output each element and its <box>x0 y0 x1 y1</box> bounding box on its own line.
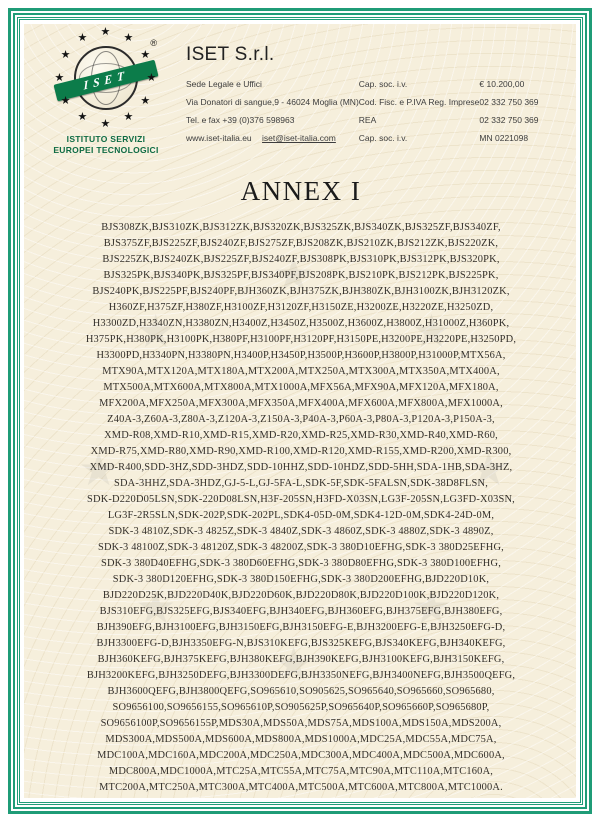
company-info <box>172 30 562 160</box>
website-link[interactable]: www.iset-italia.eu <box>186 133 252 143</box>
star-icon: ★ <box>273 248 315 300</box>
info-label: Cap. soc. i.v. <box>358 133 408 143</box>
code-line: LG3F-2R5SLN,SDK-202P,SDK-202PL,SDK4-05D-0M,SDK4-12D-0M,SDK4-24D-0M, <box>107 510 495 521</box>
code-line: MFX200A,MFX250A,MFX300A,MFX350A,MFX400A,MFX600A,MFX800A,MFX1000A, <box>99 398 503 409</box>
star-icon: ★ <box>77 111 88 124</box>
logo-banner-text: ISET <box>83 67 129 93</box>
office-line: Sede Legale e Uffici <box>186 79 262 89</box>
code-line: SDA-3HHZ,SDA-3HDZ,GJ-5-L,GJ-5FA-L,SDK-5F,SDK-5FALSN,SDK-38D8FLSN, <box>113 478 489 489</box>
code-line: BJS240PK,BJS225PF,BJS240PF,BJH360ZK,BJH375ZK,BJH380ZK,BJH3100ZK,BJH3120ZK, <box>92 286 510 297</box>
star-icon: ★ <box>100 117 111 130</box>
code-line: BJH3200KEFG,BJH3250DEFG,BJH3300DEFG,BJH3350NEFG,BJH3400NEFG,BJH3500QEFG, <box>86 670 516 681</box>
code-line: SDK-3 380D40EFHG,SDK-3 380D60EFHG,SDK-3 380D80EFHG,SDK-3 380D100EFHG, <box>101 558 501 569</box>
code-line: SO9656100P,SO9656155P,MDS30A,MDS50A,MDS75A,MDS100A,MDS150A,MDS200A, <box>100 718 502 729</box>
info-label: Cap. soc. i.v. <box>358 79 408 89</box>
certificate-border-mid <box>13 13 587 809</box>
code-line: XMD-R08,XMD-R10,XMD-R15,XMD-R20,XMD-R25,XMD-R30,XMD-R40,XMD-R60, <box>104 430 498 441</box>
info-value: MN 0221098 <box>479 133 529 143</box>
star-icon: ★ <box>60 48 71 61</box>
star-icon: ★ <box>468 443 510 495</box>
star-icon: ★ <box>77 31 88 44</box>
info-label: REA <box>358 115 377 125</box>
info-value: 02 332 750 369 <box>479 97 539 107</box>
code-line: MDS300A,MDS500A,MDS600A,MDS800A,MDS1000A,MDC25A,MDC55A,MDC75A, <box>105 734 497 745</box>
code-line: MTC200A,MTC250A,MTC300A,MTC400A,MTC500A,MTC600A,MTC800A,MTC1000A. <box>99 782 503 793</box>
code-line: MTX500A,MTX600A,MTX800A,MTX1000A,MFX56A,MFX90A,MFX120A,MFX180A, <box>103 382 499 393</box>
company-info-table <box>186 79 562 143</box>
code-line: BJS375ZF,BJS225ZF,BJS240ZF,BJS275ZF,BJS208ZK,BJS210ZK,BJS212ZK,BJS220ZK, <box>103 238 499 249</box>
code-line: BJH360KEFG,BJH375KEFG,BJH380KEFG,BJH390KEFG,BJH3100KEFG,BJH3150KEFG, <box>97 654 505 665</box>
code-line: BJS225ZK,BJS240ZK,BJS225ZF,BJS240ZF,BJS308PK,BJS310PK,BJS312PK,BJS320PK, <box>102 254 500 265</box>
code-line: BJH390EFG,BJH3100EFG,BJH3150EFG,BJH3150EFG-E,BJH3200EFG-E,BJH3250EFG-D, <box>96 622 506 633</box>
star-icon: ★ <box>146 71 157 84</box>
info-value: 02 332 750 369 <box>479 115 539 125</box>
page-content <box>24 24 576 798</box>
star-icon: ★ <box>135 305 177 358</box>
code-line: MDC100A,MDC160A,MDC200A,MDC250A,MDC300A,MDC400A,MDC500A,MDC600A, <box>97 750 505 761</box>
code-line: BJH3300EFG-D,BJH3350EFG-N,BJS310KEFG,BJS325KEFG,BJS340KEFG,BJH340KEFG, <box>96 638 506 649</box>
code-line: SDK-3 48100Z,SDK-3 48120Z,SDK-3 48200Z,SDK-3 380D10EFHG,SDK-3 380D25EFHG, <box>98 542 504 553</box>
star-icon: ★ <box>54 71 65 84</box>
code-line: SDK-3 4810Z,SDK-3 4825Z,SDK-3 4840Z,SDK-3 4860Z,SDK-3 4880Z,SDK-3 4890Z, <box>108 526 494 537</box>
code-line: BJH3600QEFG,BJH3800QEFG,SO965610,SO905625,SO965640,SO965660,SO965680, <box>107 686 495 697</box>
code-line: BJS325PK,BJS340PK,BJS325PF,BJS340PF,BJS208PK,BJS210PK,BJS212PK,BJS225PK, <box>103 270 499 281</box>
code-line: H3300PD,H3340PN,H3380PN,H3400P,H3450P,H3500P,H3600P,H3800P,H31000P,MTX56A, <box>96 350 506 361</box>
code-lines <box>40 220 562 796</box>
info-label: Cod. Fisc. e P.IVA Reg. Imprese <box>358 97 480 107</box>
certificate-border-outer <box>8 8 592 814</box>
star-icon: ★ <box>60 94 71 107</box>
logo-caption <box>40 134 172 157</box>
info-value: € 10.200,00 <box>479 79 525 89</box>
code-line: Z40A-3,Z60A-3,Z80A-3,Z120A-3,Z150A-3,P40A-3,P60A-3,P80A-3,P120A-3,P150A-3, <box>107 414 495 425</box>
code-line: SDK-3 380D120EFHG,SDK-3 380D150EFHG,SDK-3 380D200EFHG,BJD220D10K, <box>112 574 490 585</box>
page-title: ANNEX I <box>240 176 362 206</box>
email-link[interactable]: iset@iset-italia.com <box>262 133 336 143</box>
registered-trademark-icon: ® <box>150 38 157 48</box>
code-line: XMD-R75,XMD-R80,XMD-R90,XMD-R100,XMD-R120,XMD-R155,XMD-R200,XMD-R300, <box>90 446 512 457</box>
company-logo <box>40 25 172 160</box>
star-icon: ★ <box>100 25 111 38</box>
code-line: BJD220D25K,BJD220D40K,BJD220D60K,BJD220D80K,BJD220D100K,BJD220D120K, <box>102 590 500 601</box>
code-line: SDK-D220D05LSN,SDK-220D08LSN,H3F-205SN,H3FD-X03SN,LG3F-205SN,LG3FD-X03SN, <box>87 494 515 505</box>
code-line: H3300ZD,H3340ZN,H3380ZN,H3400Z,H3450Z,H3500Z,H3600Z,H3800Z,H31000Z,H360PK, <box>92 318 510 329</box>
star-icon: ★ <box>123 111 134 124</box>
company-name: ISET S.r.l. <box>186 44 275 65</box>
phone-line: Tel. e fax +39 (0)376 598963 <box>186 115 295 125</box>
star-icon: ★ <box>273 638 315 690</box>
code-line: H360ZF,H375ZF,H380ZF,H3100ZF,H3120ZF,H3150ZE,H3200ZE,H3220ZE,H3250ZD, <box>108 302 494 313</box>
certificate-border-thin <box>17 17 583 805</box>
web-contacts <box>186 133 359 143</box>
code-line: MDC800A,MDC1000A,MTC25A,MTC55A,MTC75A,MTC90A,MTC110A,MTC160A, <box>108 766 494 777</box>
star-icon: ★ <box>140 94 151 107</box>
star-icon: ★ <box>410 580 453 633</box>
code-line: BJS310EFG,BJS325EFG,BJS340EFG,BJH340EFG,BJH360EFG,BJH375EFG,BJH380EFG, <box>99 606 503 617</box>
logo-globe-emblem <box>51 25 161 132</box>
star-icon: ★ <box>140 48 151 61</box>
star-icon: ★ <box>78 443 120 495</box>
code-line: MTX90A,MTX120A,MTX180A,MTX200A,MTX250A,MTX300A,MTX350A,MTX400A, <box>102 366 500 377</box>
code-line: BJS308ZK,BJS310ZK,BJS312ZK,BJS320ZK,BJS325ZK,BJS340ZK,BJS325ZF,BJS340ZF, <box>101 222 501 233</box>
code-line: XMD-R400,SDD-3HZ,SDD-3HDZ,SDD-10HHZ,SDD-10HDZ,SDD-5HH,SDA-1HB,SDA-3HZ, <box>89 462 513 473</box>
star-icon: ★ <box>123 31 134 44</box>
logo-caption-line1: ISTITUTO SERVIZI <box>66 134 146 144</box>
code-line: H375PK,H380PK,H3100PK,H380PF,H3100PF,H3120PF,H3150PE,H3200PE,H3220PE,H3250PD, <box>85 334 517 345</box>
logo-caption-line2: EUROPEI TECNOLOGICI <box>53 145 159 156</box>
code-line: SO9656100,SO9656155,SO965610P,SO905625P,SO965640P,SO965660P,SO965680P, <box>112 702 490 713</box>
letterhead <box>40 25 562 160</box>
address-line: Via Donatori di sangue,9 - 46024 Moglia (MN) <box>186 97 359 107</box>
certificate-border-inner <box>19 19 581 803</box>
star-icon: ★ <box>410 305 453 358</box>
star-icon: ★ <box>135 580 177 633</box>
